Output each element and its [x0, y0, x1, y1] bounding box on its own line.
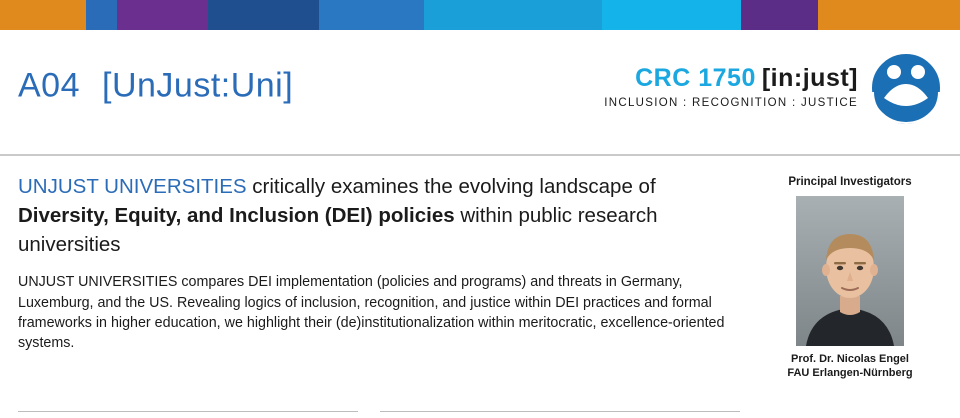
bottom-rule-left	[18, 411, 358, 412]
top-bar-segment-8	[818, 0, 960, 30]
lead-bold: Diversity, Equity, and Inclusion (DEI) policies	[18, 204, 455, 228]
top-bar-segment-0	[0, 0, 86, 30]
top-bar-segment-6	[602, 0, 741, 30]
lead-part1: critically examines the evolving landscape of	[246, 175, 656, 198]
crc-logo-text	[604, 66, 858, 110]
top-bar-segment-3	[208, 0, 318, 30]
main-text-column	[18, 172, 760, 381]
crc-logo-block	[604, 52, 942, 124]
top-bar-segment-1	[86, 0, 117, 30]
principal-investigators-heading: Principal Investigators	[788, 176, 912, 188]
crc-number: CRC 1750	[635, 64, 756, 93]
project-code: A04	[18, 66, 80, 105]
bottom-rule-fragments	[0, 410, 960, 418]
top-bar-segment-4	[319, 0, 425, 30]
principal-investigators-column	[760, 172, 940, 381]
lead-highlight: UNJUST UNIVERSITIES	[18, 175, 247, 198]
abstract-paragraph: UNJUST UNIVERSITIES compares DEI implementation (policies and programs) and threats in Germany, Luxemburg, and the US. Revealing logics of inclusion, recognition, and justice within DEI practices and formal frameworks in higher education, we highlight their (de)institutionalization within meritocratic, excellence-oriented systems.	[18, 274, 725, 352]
poster-body	[0, 156, 960, 381]
avatar	[796, 196, 904, 346]
lead-paragraph	[18, 172, 746, 259]
lead-part2: within public research universities	[18, 204, 658, 257]
pi-name: Prof. Dr. Nicolas Engel	[791, 353, 909, 365]
list-item	[760, 352, 940, 381]
bottom-rule-center	[380, 411, 740, 412]
top-bar-segment-5	[424, 0, 602, 30]
project-name: [UnJust:Uni]	[102, 66, 294, 105]
crc-injust-label: [in:just]	[761, 64, 858, 93]
top-bar-segment-2	[117, 0, 208, 30]
top-bar-segment-7	[741, 0, 818, 30]
crc-title-line	[604, 66, 858, 91]
top-color-bar	[0, 0, 960, 30]
poster-header	[0, 30, 960, 148]
crc-subtitle: INCLUSION : RECOGNITION : JUSTICE	[604, 97, 858, 110]
page-title	[18, 67, 293, 106]
pi-affiliation: FAU Erlangen-Nürnberg	[787, 367, 913, 380]
crc-injust-circle-logo-icon	[870, 52, 942, 124]
